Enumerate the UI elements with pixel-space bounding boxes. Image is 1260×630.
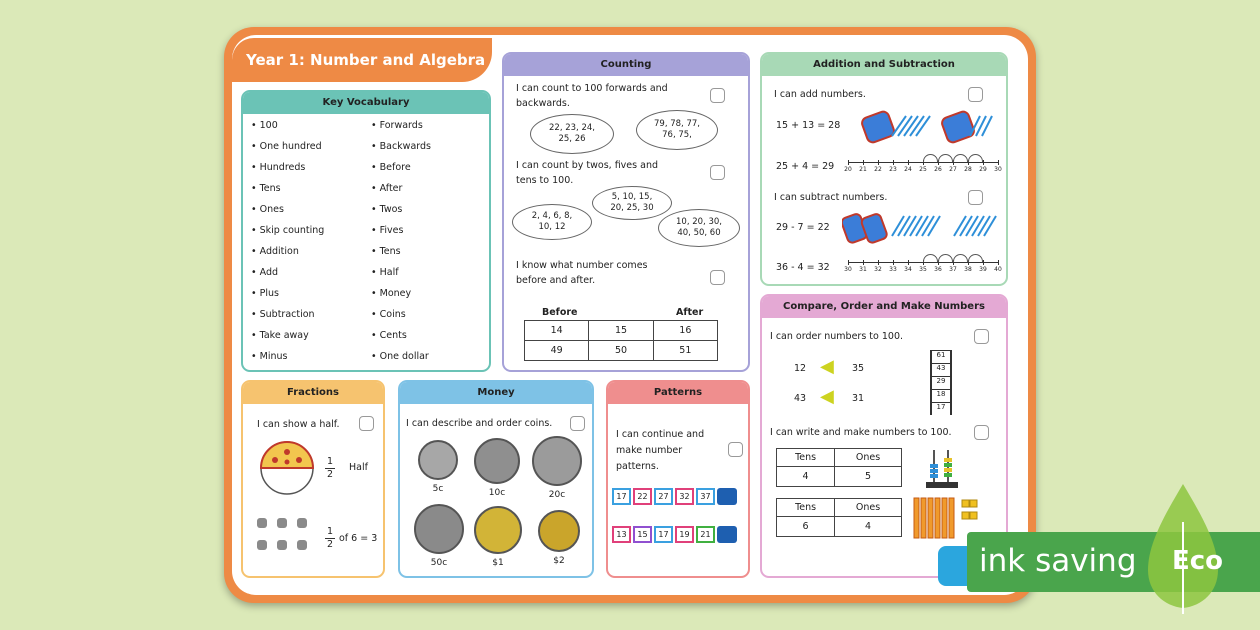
number-line-label: 33 xyxy=(889,266,897,273)
jump-arc xyxy=(953,154,968,162)
denominator: 2 xyxy=(327,539,334,550)
bubble-22-26: 22, 23, 24, 25, 26 xyxy=(530,114,614,154)
jump-arc xyxy=(938,254,953,262)
denominator: 2 xyxy=(327,469,334,480)
vocab-item: • Skip counting xyxy=(251,225,325,236)
train-carriage: 17 xyxy=(654,526,673,543)
ink-saving-label: ink saving xyxy=(979,543,1137,579)
vocab-item: • Coins xyxy=(371,309,406,320)
number-train-2 xyxy=(612,526,737,543)
bubble-twos: 2, 4, 6, 8, 10, 12 xyxy=(512,204,592,240)
vocab-item: • Add xyxy=(251,267,279,278)
tens-value: 4 xyxy=(777,467,835,487)
vocab-item: • 100 xyxy=(251,120,278,131)
write-checkbox[interactable] xyxy=(974,425,989,440)
coin-icon xyxy=(474,438,520,484)
numerator: 1 xyxy=(327,526,334,537)
ladder-rung: 29 xyxy=(932,376,950,389)
jump-arc xyxy=(938,154,953,162)
number-line-label: 21 xyxy=(859,166,867,173)
compare-b1: 35 xyxy=(852,363,865,374)
subtraction-equation-1: 29 - 7 = 22 xyxy=(776,222,830,233)
abacus-icon xyxy=(922,446,962,490)
vocab-item: • Minus xyxy=(251,351,288,362)
coin-icon xyxy=(418,440,458,480)
base-ten-blocks-28 xyxy=(860,110,1000,144)
patterns-statement: I can continue and make number patterns. xyxy=(616,429,705,472)
bubble-tens: 10, 20, 30, 40, 50, 60 xyxy=(658,209,740,247)
coin-label: 10c xyxy=(488,488,506,498)
vocab-item: • One dollar xyxy=(371,351,429,362)
count-checkbox-1[interactable] xyxy=(710,88,725,103)
compare-a2: 43 xyxy=(794,393,807,404)
number-line-tick xyxy=(878,160,879,165)
count-checkbox-2[interactable] xyxy=(710,165,725,180)
subtract-statement: I can subtract numbers. xyxy=(774,192,888,203)
number-line-30-40 xyxy=(844,254,1002,278)
coin-label: $2 xyxy=(553,556,565,566)
train-carriage: 37 xyxy=(696,488,715,505)
number-line-tick xyxy=(983,260,984,265)
number-line-label: 30 xyxy=(994,166,1002,173)
compare-heading: Compare, Order and Make Numbers xyxy=(762,296,1006,318)
pizza-half-icon xyxy=(259,440,315,496)
table-cell: 50 xyxy=(589,341,653,361)
table-row xyxy=(525,341,718,361)
place-value-table-1 xyxy=(776,448,902,487)
half-checkbox[interactable] xyxy=(359,416,374,431)
money-panel xyxy=(398,380,594,578)
vocab-item: • Tens xyxy=(371,246,401,257)
ladder-rung: 61 xyxy=(932,350,950,363)
vocab-item: • Backwards xyxy=(371,141,431,152)
patterns-heading: Patterns xyxy=(608,382,748,404)
vocab-item: • Subtraction xyxy=(251,309,315,320)
crocodile-icon: ◀ xyxy=(820,356,834,377)
number-line-label: 22 xyxy=(874,166,882,173)
number-line-label: 23 xyxy=(889,166,897,173)
bubble-79-75: 79, 78, 77, 76, 75, xyxy=(636,110,718,150)
mat-title: Year 1: Number and Algebra xyxy=(232,38,492,82)
vocabulary-heading: Key Vocabulary xyxy=(243,92,489,114)
coins-checkbox[interactable] xyxy=(570,416,585,431)
coin-icon xyxy=(414,504,464,554)
addsub-heading: Addition and Subtraction xyxy=(762,54,1006,76)
vocab-item: • Plus xyxy=(251,288,279,299)
coin-icon xyxy=(474,506,522,554)
jump-arc xyxy=(923,154,938,162)
counting-heading: Counting xyxy=(504,54,748,76)
fractions-heading: Fractions xyxy=(243,382,383,404)
number-line-label: 31 xyxy=(859,266,867,273)
vocab-item: • Twos xyxy=(371,204,403,215)
counting-panel xyxy=(502,52,750,372)
number-line-tick xyxy=(863,260,864,265)
vocab-item: • Cents xyxy=(371,330,407,341)
number-line-tick xyxy=(998,160,999,165)
number-line-label: 37 xyxy=(949,266,957,273)
number-line-label: 34 xyxy=(904,266,912,273)
eco-label: Eco xyxy=(1172,546,1224,576)
order-checkbox[interactable] xyxy=(974,329,989,344)
numerator: 1 xyxy=(327,456,334,467)
fractions-panel xyxy=(241,380,385,578)
number-line-label: 26 xyxy=(934,166,942,173)
compare-b2: 31 xyxy=(852,393,865,404)
add-statement: I can add numbers. xyxy=(774,89,866,100)
table-row xyxy=(525,321,718,341)
vocab-item: • Tens xyxy=(251,183,281,194)
count-statement-1: I can count to 100 forwards and backwards. xyxy=(516,83,668,109)
train-carriage: 22 xyxy=(633,488,652,505)
coins-statement: I can describe and order coins. xyxy=(406,418,553,429)
vocab-item: • After xyxy=(371,183,403,194)
coin-icon xyxy=(538,510,580,552)
money-heading: Money xyxy=(400,382,592,404)
number-line-tick xyxy=(983,160,984,165)
number-line-label: 38 xyxy=(964,266,972,273)
addition-equation-2: 25 + 4 = 29 xyxy=(776,161,835,172)
vocab-item: • Half xyxy=(371,267,399,278)
vocab-item: • Take away xyxy=(251,330,309,341)
coin-icon xyxy=(532,436,582,486)
number-line-label: 35 xyxy=(919,266,927,273)
train-carriage: 32 xyxy=(675,488,694,505)
half-word: Half xyxy=(349,462,368,473)
number-line-label: 20 xyxy=(844,166,852,173)
coin-label: 20c xyxy=(548,490,566,500)
six-objects-icon xyxy=(255,516,315,556)
train-carriage: 13 xyxy=(612,526,631,543)
table-cell: 14 xyxy=(525,321,589,341)
train-carriage: 27 xyxy=(654,488,673,505)
patterns-panel xyxy=(606,380,750,578)
table-cell: 49 xyxy=(525,341,589,361)
twinkl-logo-icon xyxy=(938,546,968,586)
jump-arc xyxy=(923,254,938,262)
train-engine-icon xyxy=(717,526,737,543)
jump-arc xyxy=(953,254,968,262)
coin-label: $1 xyxy=(492,558,504,568)
train-carriage: 17 xyxy=(612,488,631,505)
vocab-item: • One hundred xyxy=(251,141,322,152)
number-line-tick xyxy=(893,160,894,165)
train-engine-icon xyxy=(717,488,737,505)
ladder-rung: 43 xyxy=(932,363,950,376)
number-line-label: 27 xyxy=(949,166,957,173)
train-carriage: 15 xyxy=(633,526,652,543)
number-line-tick xyxy=(908,260,909,265)
number-line-tick xyxy=(863,160,864,165)
number-line-20-30 xyxy=(844,154,1002,178)
count-statement-3: I know what number comes before and after. xyxy=(516,260,648,286)
table-cell: 15 xyxy=(589,321,653,341)
order-statement: I can order numbers to 100. xyxy=(770,331,904,342)
number-line-tick xyxy=(848,260,849,265)
number-line-tick xyxy=(878,260,879,265)
bubble-fives: 5, 10, 15, 20, 25, 30 xyxy=(592,186,672,220)
number-line-label: 29 xyxy=(979,166,987,173)
vocab-item: • Hundreds xyxy=(251,162,306,173)
vocab-item: • Money xyxy=(371,288,412,299)
base-ten-blocks-29 xyxy=(842,210,1004,244)
fraction-half-1 xyxy=(325,456,335,481)
number-line-label: 25 xyxy=(919,166,927,173)
ones-header: Ones xyxy=(835,499,902,517)
train-carriage: 19 xyxy=(675,526,694,543)
number-ladder xyxy=(930,350,952,415)
addition-subtraction-panel xyxy=(760,52,1008,286)
train-carriage: 21 xyxy=(696,526,715,543)
crocodile-icon: ◀ xyxy=(820,386,834,407)
table-cell: 51 xyxy=(653,341,717,361)
ones-header: Ones xyxy=(835,449,902,467)
number-train-1 xyxy=(612,488,737,505)
subtract-checkbox[interactable] xyxy=(968,190,983,205)
number-line-label: 40 xyxy=(994,266,1002,273)
addition-equation-1: 15 + 13 = 28 xyxy=(776,120,841,131)
ones-value: 4 xyxy=(835,517,902,537)
patterns-checkbox[interactable] xyxy=(728,442,743,457)
number-line-tick xyxy=(848,160,849,165)
place-value-table-2 xyxy=(776,498,902,537)
before-after-table xyxy=(524,320,718,361)
vocab-item: • Ones xyxy=(251,204,284,215)
jump-arc xyxy=(968,154,983,162)
compare-a1: 12 xyxy=(794,363,807,374)
number-line-tick xyxy=(893,260,894,265)
after-label: After xyxy=(676,307,704,318)
tens-value: 6 xyxy=(777,517,835,537)
coin-label: 50c xyxy=(430,558,448,568)
number-line-label: 32 xyxy=(874,266,882,273)
vocab-item: • Forwards xyxy=(371,120,423,131)
vocabulary-panel xyxy=(241,90,491,372)
number-line-tick xyxy=(998,260,999,265)
number-line-label: 28 xyxy=(964,166,972,173)
before-label: Before xyxy=(542,307,578,318)
subtraction-equation-2: 36 - 4 = 32 xyxy=(776,262,830,273)
coin-label: 5c xyxy=(432,484,444,494)
table-cell: 16 xyxy=(653,321,717,341)
number-line-label: 39 xyxy=(979,266,987,273)
half-statement: I can show a half. xyxy=(257,419,340,430)
vocab-item: • Addition xyxy=(251,246,299,257)
number-line-label: 24 xyxy=(904,166,912,173)
tens-header: Tens xyxy=(777,499,835,517)
vocab-item: • Fives xyxy=(371,225,404,236)
count-checkbox-3[interactable] xyxy=(710,270,725,285)
number-line-tick xyxy=(908,160,909,165)
jump-arc xyxy=(968,254,983,262)
ladder-rung: 18 xyxy=(932,389,950,402)
ladder-rung: 17 xyxy=(932,402,950,415)
ten-rod-group xyxy=(860,110,895,144)
fraction-half-2 xyxy=(325,526,335,551)
write-statement: I can write and make numbers to 100. xyxy=(770,427,952,438)
add-checkbox[interactable] xyxy=(968,87,983,102)
ones-value: 5 xyxy=(835,467,902,487)
vocab-item: • Before xyxy=(371,162,411,173)
tens-header: Tens xyxy=(777,449,835,467)
number-line-label: 36 xyxy=(934,266,942,273)
half-of-six: of 6 = 3 xyxy=(339,533,378,544)
number-line-label: 30 xyxy=(844,266,852,273)
count-statement-2: I can count by twos, fives and tens to 100. xyxy=(516,160,658,186)
